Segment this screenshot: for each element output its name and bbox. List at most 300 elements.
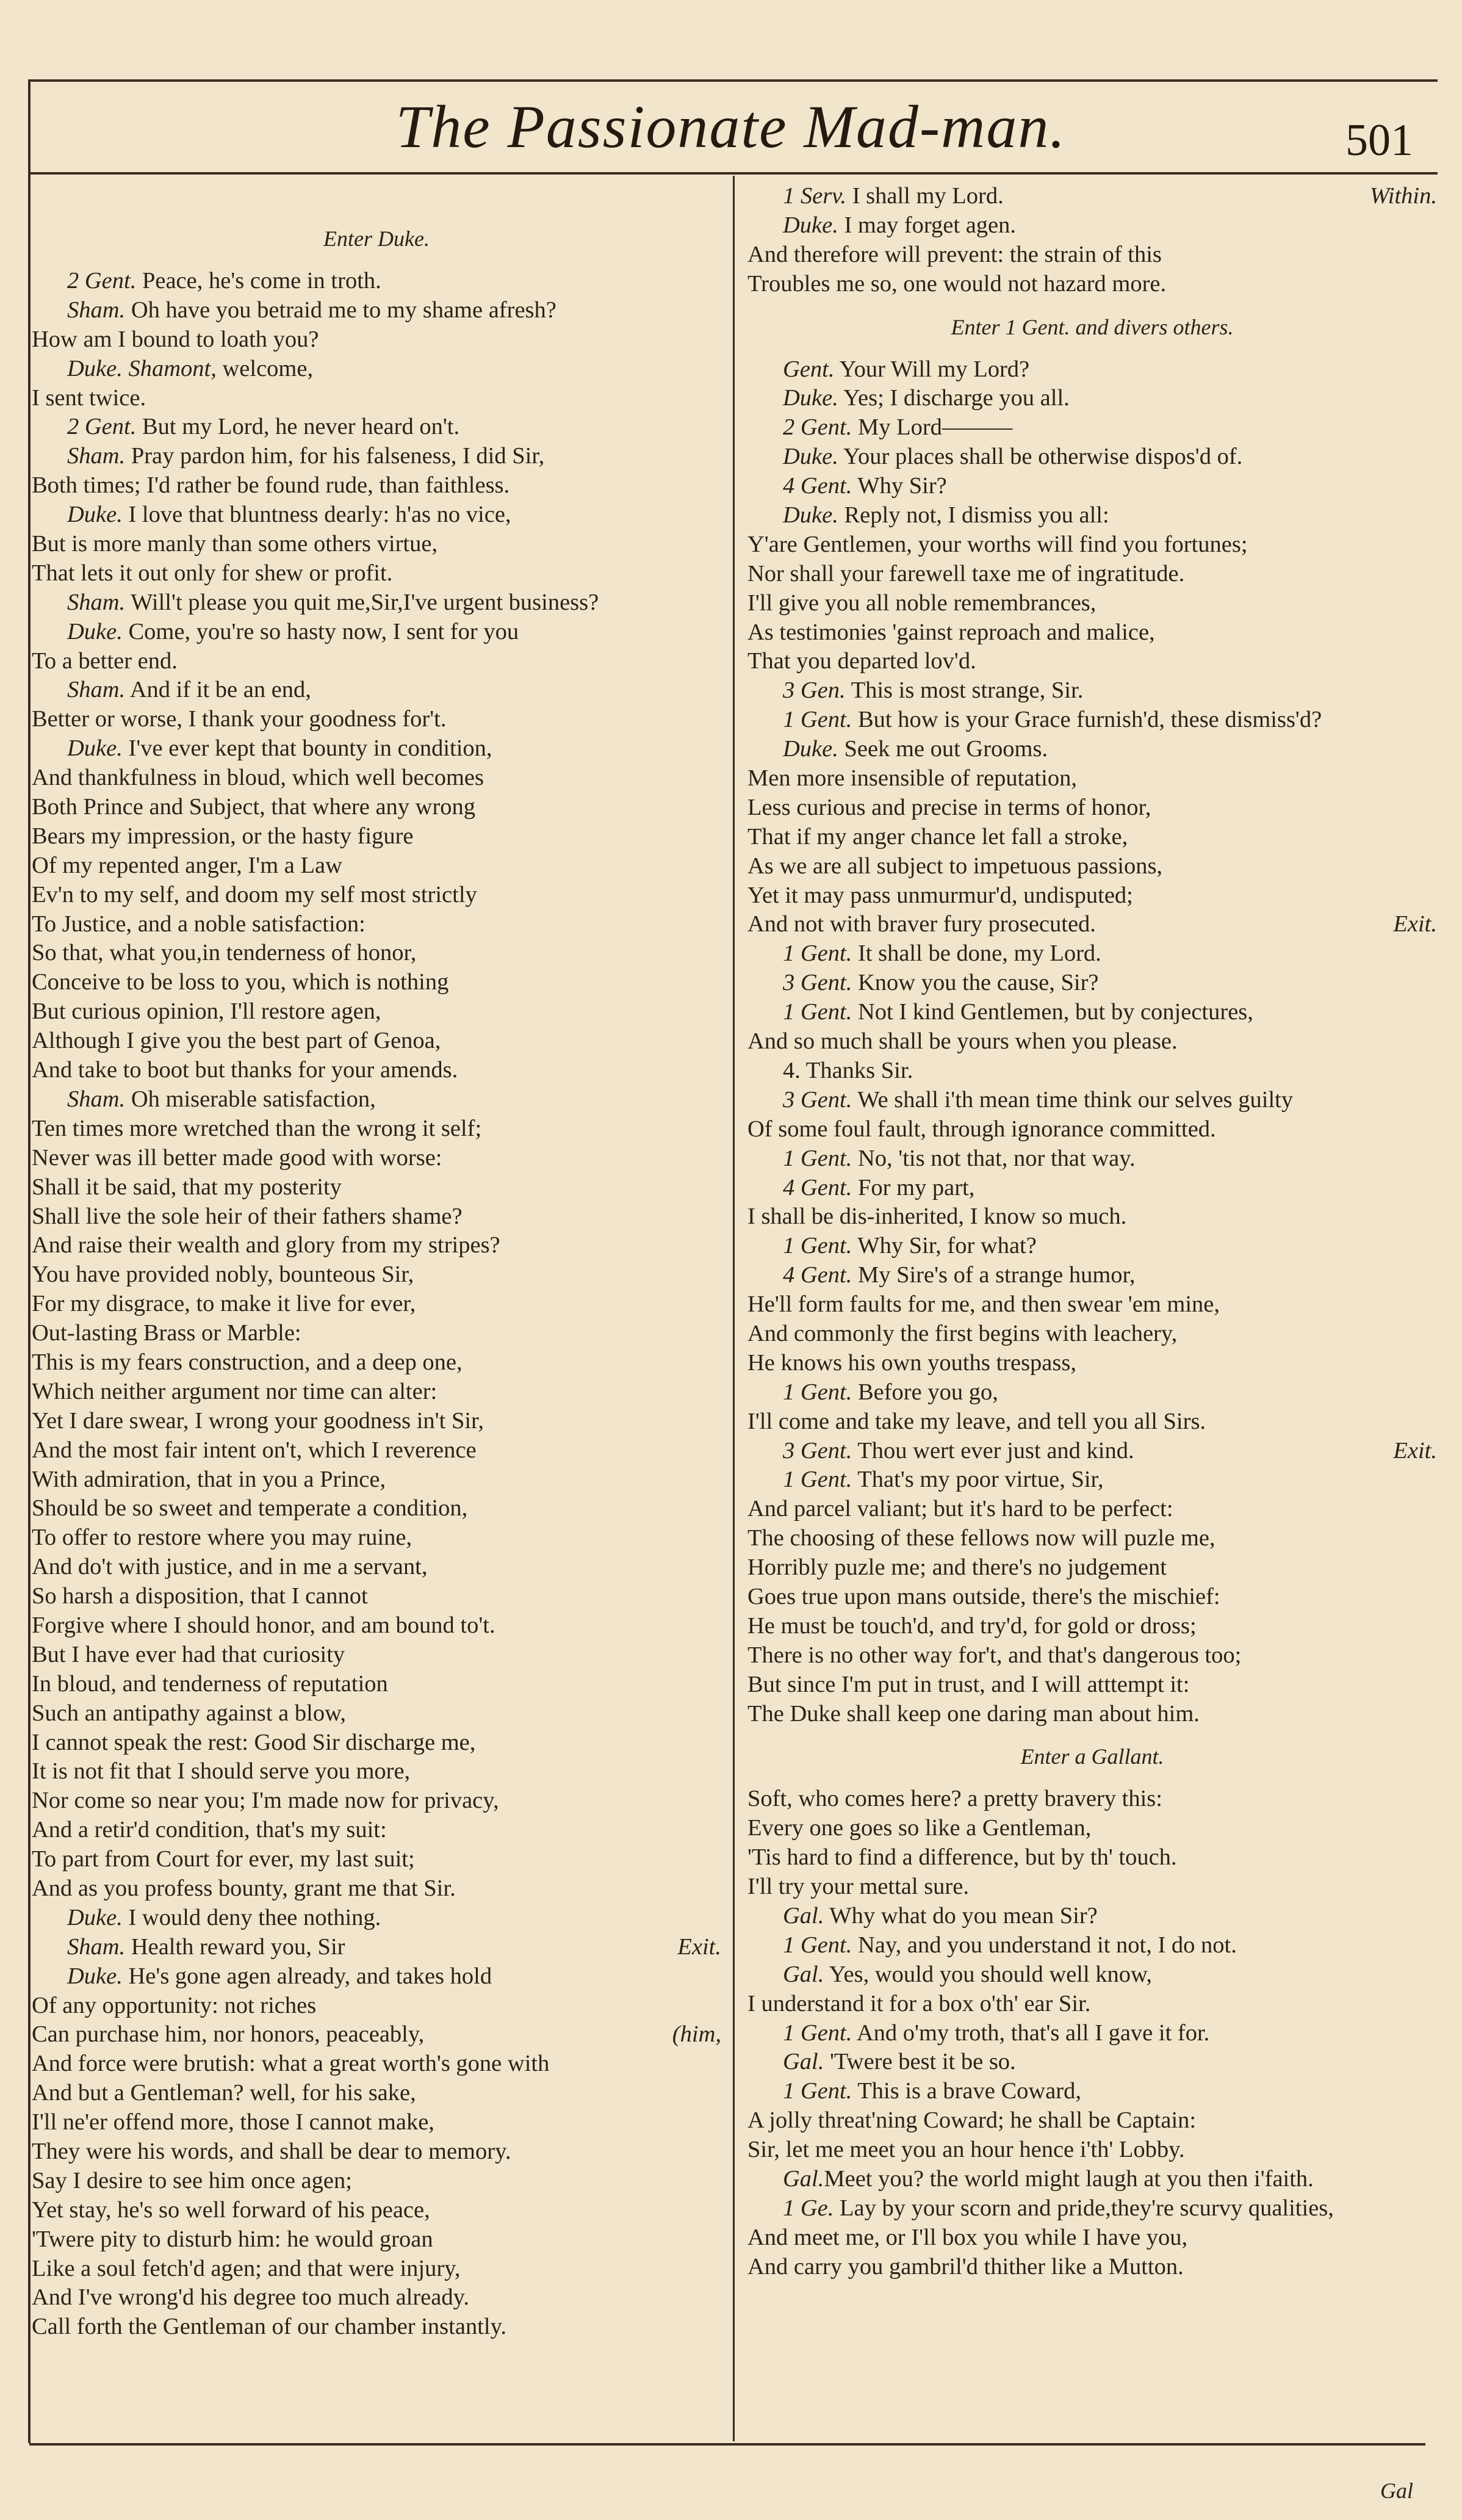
speaker-name: Duke. [783, 502, 838, 529]
left-column [32, 211, 721, 2342]
verse-line [32, 2255, 721, 2284]
line-text: I would deny thee nothing. [122, 1904, 381, 1930]
line-text: And meet me, or I'll box you while I have you, [747, 2224, 1188, 2250]
verse-line [747, 589, 1437, 618]
speaker-name: 1 Serv. [783, 183, 847, 209]
line-text: He's gone agen already, and takes hold [122, 1963, 492, 1989]
verse-line [32, 1786, 721, 1816]
verse-line [747, 1641, 1437, 1670]
verse-line [32, 1144, 721, 1173]
verse-line [747, 2253, 1437, 2282]
speaker-name: Sham. [67, 297, 126, 323]
verse-line [32, 618, 721, 647]
line-text: Sir, let me meet you an hour hence i'th' Lobby. [747, 2137, 1185, 2163]
speaker-name: 2 Gent. [783, 414, 852, 441]
speaker-name: 3 Gen. [783, 677, 846, 704]
line-text: And o'my troth, that's all I gave it for. [852, 2020, 1210, 2046]
speaker-name: Duke. [67, 1963, 123, 1989]
line-text: Bears my impression, or the hasty figure [32, 823, 414, 849]
side-direction: (him, [672, 2021, 721, 2048]
line-text: Ten times more wretched than the wrong it self; [32, 1115, 482, 1141]
line-text: And so much shall be yours when you please. [747, 1028, 1178, 1055]
speaker-name: 1 Gent. [783, 2020, 852, 2046]
verse-line [32, 2196, 721, 2225]
speaker-name: Gal. [783, 2166, 824, 2192]
verse-line [32, 325, 721, 355]
speaker-name: Sham. [67, 1933, 126, 1960]
verse-line [747, 998, 1437, 1027]
verse-line [32, 1699, 721, 1728]
line-text: My Lord——— [852, 414, 1013, 441]
line-text: And commonly the first begins with leachery, [747, 1320, 1178, 1346]
speaker-name: Duke. Shamont, [67, 355, 217, 381]
verse-line [747, 852, 1437, 881]
line-text: But my Lord, he never heard on't. [136, 414, 460, 440]
speaker-name: 4 Gent. [783, 1262, 852, 1288]
speaker-name: 4 Gent. [783, 473, 852, 499]
verse-line [747, 1553, 1437, 1583]
verse-line [747, 1931, 1437, 1960]
verse-line [32, 296, 721, 325]
verse-line [32, 1845, 721, 1874]
verse-line [32, 442, 721, 471]
verse-line [747, 1086, 1437, 1115]
verse-line [32, 1173, 721, 1202]
verse-line [747, 1232, 1437, 1261]
verse-line [32, 1202, 721, 1232]
speaker-name: 1 Gent. [783, 707, 852, 733]
verse-line [747, 2019, 1437, 2048]
line-text: Oh miserable satisfaction, [125, 1086, 376, 1112]
line-text: Oh have you betraid me to my shame afresh? [125, 297, 556, 323]
line-text: Your Will my Lord? [834, 356, 1030, 382]
speaker-name: 3 Gent. [783, 1437, 852, 1464]
line-text: There is no other way for't, and that's dangerous too; [747, 1642, 1242, 1668]
verse-line [747, 1843, 1437, 1872]
verse-line [32, 1874, 721, 1904]
line-text: 4. Thanks Sir. [783, 1057, 913, 1083]
line-text: Nor shall your farewell taxe me of ingratitude. [747, 560, 1185, 587]
verse-line [32, 2312, 721, 2342]
line-text: And but a Gentleman? well, for his sake, [32, 2080, 416, 2106]
verse-line [747, 1814, 1437, 1843]
speaker-name: Sham. [67, 589, 126, 615]
line-text: 'Tis hard to find a difference, but by th' touch. [747, 1844, 1177, 1871]
speaker-name: 1 Gent. [783, 1145, 852, 1171]
line-text: Yes; I discharge you all. [838, 385, 1070, 411]
verse-line [747, 1378, 1437, 1407]
line-text: I'll give you all noble remembrances, [747, 590, 1096, 616]
verse-line [32, 1816, 721, 1845]
verse-line [32, 968, 721, 997]
verse-line [32, 939, 721, 968]
line-text: Know you the cause, Sir? [852, 970, 1099, 996]
line-text: Pray pardon him, for his falseness, I did Sir, [125, 443, 545, 469]
verse-line [32, 647, 721, 676]
verse-line [32, 881, 721, 910]
verse-line [747, 764, 1437, 793]
verse-line [32, 1348, 721, 1377]
line-text: And parcel valiant; but it's hard to be perfect: [747, 1496, 1173, 1522]
verse-line [32, 2079, 721, 2108]
speaker-name: 1 Gent. [783, 940, 852, 967]
verse-line [747, 1174, 1437, 1203]
verse-line [32, 1290, 721, 1319]
line-text: They were his words, and shall be dear to memory. [32, 2139, 511, 2164]
line-text: For my disgrace, to make it live for ever, [32, 1291, 416, 1317]
speaker-name: 1 Gent. [783, 2078, 852, 2104]
line-text: And as you profess bounty, grant me that Sir. [32, 1875, 456, 1901]
line-text: Of my repented anger, I'm a Law [32, 852, 342, 878]
line-text: I'll try your mettal sure. [747, 1874, 969, 1900]
verse-line [32, 1991, 721, 2021]
line-text: Yet stay, he's so well forward of his peace, [32, 2197, 430, 2223]
verse-line [32, 2167, 721, 2196]
verse-line [32, 384, 721, 413]
verse-line [747, 1437, 1437, 1466]
line-text: Forgive where I should honor, and am bound to't. [32, 1612, 495, 1638]
line-text: I've ever kept that bounty in condition, [122, 735, 492, 762]
verse-line [32, 734, 721, 764]
speaker-name: 1 Ge. [783, 2195, 834, 2221]
line-text: Conceive to be loss to you, which is nothing [32, 969, 449, 995]
verse-line [32, 1523, 721, 1553]
line-text: Will't please you quit me,Sir,I've urgent business? [125, 589, 599, 615]
verse-line [747, 1902, 1437, 1931]
line-text: You have provided nobly, bounteous Sir, [32, 1262, 414, 1288]
line-text: Of some foul fault, through ignorance committed. [747, 1116, 1216, 1142]
verse-line [32, 2225, 721, 2255]
verse-line [32, 559, 721, 588]
line-text: But how is your Grace furnish'd, these dismiss'd? [852, 707, 1322, 733]
line-text: With admiration, that in you a Prince, [32, 1466, 386, 1492]
speaker-name: Gent. [783, 356, 835, 382]
verse-line [747, 501, 1437, 530]
speaker-name: Duke. [783, 736, 838, 762]
verse-line [32, 471, 721, 500]
verse-line [747, 881, 1437, 911]
line-text: I cannot speak the rest: Good Sir discharge me, [32, 1729, 476, 1755]
verse-line [32, 1582, 721, 1611]
line-text: It shall be done, my Lord. [852, 940, 1101, 967]
header-rule [29, 172, 1438, 175]
line-text: Such an antipathy against a blow, [32, 1700, 346, 1726]
line-text: He'll form faults for me, and then swear 'em mine, [747, 1291, 1220, 1318]
line-text: Peace, he's come in troth. [136, 268, 381, 294]
speaker-name: Duke. [67, 618, 123, 644]
verse-line [32, 355, 721, 384]
verse-line [747, 211, 1437, 240]
line-text: Men more insensible of reputation, [747, 765, 1077, 792]
verse-line [747, 793, 1437, 823]
speaker-name: Duke. [783, 212, 838, 238]
line-text: In bloud, and tenderness of reputation [32, 1670, 388, 1697]
verse-line [32, 1436, 721, 1465]
line-text: Both Prince and Subject, that where any wrong [32, 794, 476, 820]
verse-line [747, 1290, 1437, 1320]
stage-direction: Enter a Gallant. [1020, 1744, 1164, 1769]
verse-line [747, 676, 1437, 706]
verse-line [747, 1583, 1437, 1612]
verse-line [32, 2020, 721, 2049]
bottom-rule [29, 2443, 1425, 2446]
line-text: Goes true upon mans outside, there's the mischief: [747, 1583, 1220, 1609]
speaker-name: Duke. [783, 444, 838, 470]
speaker-name: 1 Gent. [783, 999, 852, 1025]
line-text: And the most fair intent on't, which I reverence [32, 1437, 477, 1463]
verse-line [747, 1115, 1437, 1144]
line-text: Why Sir, for what? [852, 1233, 1037, 1259]
line-text: Reply not, I dismiss you all: [838, 502, 1109, 529]
line-text: And not with braver fury prosecuted. [747, 911, 1096, 937]
verse-line [747, 2165, 1437, 2194]
line-text: Say I desire to see him once agen; [32, 2167, 352, 2193]
line-text: I'll ne'er offend more, those I cannot make, [32, 2109, 434, 2136]
line-text: And take to boot but thanks for your amends. [32, 1057, 458, 1083]
speaker-name: 4 Gent. [783, 1174, 852, 1200]
line-text: Shall live the sole heir of their fathers shame? [32, 1203, 463, 1229]
verse-line [32, 1553, 721, 1582]
verse-line [32, 1494, 721, 1523]
line-text: Which neither argument nor time can alter: [32, 1378, 438, 1404]
verse-line [32, 413, 721, 442]
line-text: My Sire's of a strange humor, [852, 1262, 1136, 1288]
verse-line [747, 1056, 1437, 1086]
verse-line [32, 1114, 721, 1144]
line-text: Call forth the Gentleman of our chamber instantly. [32, 2314, 506, 2340]
line-text: Health reward you, Sir [125, 1933, 345, 1960]
verse-line [747, 1144, 1437, 1174]
line-text: Horribly puzle me; and there's no judgement [747, 1554, 1167, 1581]
line-text: Less curious and precise in terms of honor, [747, 794, 1151, 820]
verse-line [32, 676, 721, 705]
line-text: Y'are Gentlemen, your worths will find you fortunes; [747, 531, 1248, 557]
verse-line [32, 267, 721, 296]
line-text: And a retir'd condition, that's my suit: [32, 1817, 387, 1843]
line-text: I'll come and take my leave, and tell you all Sirs. [747, 1408, 1206, 1434]
speaker-name: 1 Gent. [783, 1932, 852, 1958]
verse-line [32, 1260, 721, 1290]
line-text: welcome, [216, 355, 314, 381]
line-text: A jolly threat'ning Coward; he shall be Captain: [747, 2107, 1197, 2134]
line-text: It is not fit that I should serve you more, [32, 1758, 411, 1785]
verse-line [747, 1700, 1437, 1729]
line-text: For my part, [852, 1174, 975, 1200]
verse-line [747, 472, 1437, 501]
verse-line [32, 2283, 721, 2312]
line-text: And do't with justice, and in me a servant, [32, 1554, 428, 1580]
line-text: Before you go, [852, 1379, 998, 1405]
verse-line [747, 1465, 1437, 1495]
line-text: And raise their wealth and glory from my stripes? [32, 1232, 500, 1258]
line-text: I may forget agen. [838, 212, 1016, 238]
speaker-name: 1 Gent. [783, 1467, 852, 1493]
line-text: But curious opinion, I'll restore agen, [32, 998, 381, 1025]
verse-line [32, 1670, 721, 1699]
line-text: But is more manly than some others virtue, [32, 531, 438, 557]
line-text: Your places shall be otherwise dispos'd of. [838, 444, 1243, 470]
verse-line [32, 530, 721, 559]
line-text: But I have ever had that curiosity [32, 1641, 345, 1667]
line-text: And therefore will prevent: the strain of this [747, 241, 1162, 267]
speaker-name: Duke. [67, 1904, 123, 1930]
line-text: That if my anger chance let fall a stroke, [747, 823, 1128, 850]
verse-line [747, 735, 1437, 764]
verse-line [747, 1872, 1437, 1902]
line-text: And I've wrong'd his degree too much already. [32, 2284, 469, 2311]
line-text: Although I give you the best part of Genoa, [32, 1028, 441, 1054]
verse-line [32, 822, 721, 851]
verse-line [32, 1319, 721, 1348]
speaker-name: 2 Gent. [67, 268, 137, 294]
verse-line [747, 530, 1437, 560]
line-text: I understand it for a box o'th' ear Sir. [747, 1990, 1091, 2016]
line-text: This is a brave Coward, [852, 2078, 1082, 2104]
right-column [747, 182, 1437, 2282]
line-text: Yes, would you should well know, [824, 1961, 1152, 1987]
line-text: Lay by your scorn and pride,they're scurvy qualities, [834, 2195, 1334, 2221]
verse-line [747, 1407, 1437, 1437]
verse-line [32, 1056, 721, 1085]
verse-line [32, 2049, 721, 2079]
line-text: The Duke shall keep one daring man about him. [747, 1700, 1200, 1727]
verse-line [747, 1612, 1437, 1641]
verse-line [32, 1904, 721, 1933]
verse-line [32, 1085, 721, 1114]
speaker-name: Gal. [783, 1902, 824, 1929]
line-text: I sent twice. [32, 384, 146, 411]
verse-line [32, 2137, 721, 2167]
verse-line [747, 384, 1437, 413]
line-text: I love that bluntness dearly: h'as no vice, [122, 502, 511, 528]
line-text: So that, what you,in tenderness of honor, [32, 940, 417, 966]
verse-line [32, 1231, 721, 1260]
verse-line [747, 2194, 1437, 2223]
speaker-name: Duke. [67, 502, 123, 528]
verse-line [32, 997, 721, 1027]
verse-line [747, 1320, 1437, 1349]
verse-line [32, 910, 721, 939]
line-text: 'Twere pity to disturb him: he would groan [32, 2226, 433, 2252]
verse-line [747, 1670, 1437, 1700]
line-text: Not I kind Gentlemen, but by conjectures, [852, 999, 1253, 1025]
speaker-name: 3 Gent. [783, 1086, 852, 1113]
line-text: We shall i'th mean time think our selves guilty [852, 1086, 1294, 1113]
verse-line [747, 706, 1437, 735]
verse-line [32, 851, 721, 881]
line-text: Shall it be said, that my posterity [32, 1174, 342, 1200]
verse-line [747, 1349, 1437, 1378]
verse-line [747, 442, 1437, 472]
verse-line [747, 647, 1437, 676]
speaker-name: Duke. [67, 735, 123, 762]
speaker-name: Gal. [783, 2049, 824, 2075]
verse-line [747, 618, 1437, 648]
top-rule [29, 79, 1438, 82]
line-text: He must be touch'd, and try'd, for gold or dross; [747, 1612, 1197, 1639]
speaker-name: Duke. [783, 385, 838, 411]
line-text: Every one goes so like a Gentleman, [747, 1815, 1092, 1841]
verse-line [32, 1027, 721, 1056]
speaker-name: 3 Gent. [783, 970, 852, 996]
line-text: That you departed lov'd. [747, 648, 976, 674]
line-text: That lets it out only for shew or profit. [32, 560, 393, 586]
line-text: Why Sir? [852, 473, 947, 499]
line-text: Both times; I'd rather be found rude, than faithless. [32, 472, 510, 499]
line-text: No, 'tis not that, nor that way. [852, 1145, 1136, 1171]
verse-line [747, 2136, 1437, 2165]
verse-line [32, 1933, 721, 1962]
line-text: And carry you gambril'd thither like a Mutton. [747, 2253, 1184, 2280]
verse-line [747, 969, 1437, 998]
line-text: 'Twere best it be so. [824, 2049, 1016, 2075]
verse-line [747, 560, 1437, 589]
speaker-name: 1 Gent. [783, 1233, 852, 1259]
verse-line [747, 910, 1437, 939]
page-number: 501 [1345, 115, 1413, 165]
side-direction: Exit. [1393, 1437, 1437, 1464]
side-direction: Exit. [1393, 911, 1437, 937]
side-direction: Exit. [677, 1933, 721, 1960]
verse-line [747, 823, 1437, 852]
left-rule [28, 79, 31, 2443]
line-text: Why what do you mean Sir? [824, 1902, 1098, 1929]
line-text: Yet I dare swear, I wrong your goodness in't Sir, [32, 1407, 484, 1434]
verse-line [747, 270, 1437, 299]
verse-line [747, 182, 1437, 211]
verse-line [747, 240, 1437, 270]
speaker-name: 1 Gent. [783, 1379, 852, 1405]
line-text: The choosing of these fellows now will puzle me, [747, 1525, 1215, 1551]
speaker-name: Sham. [67, 1086, 126, 1112]
verse-line [32, 1465, 721, 1495]
verse-line [747, 1202, 1437, 1232]
line-text: He knows his own youths trespass, [747, 1349, 1076, 1376]
line-text: Never was ill better made good with worse: [32, 1144, 442, 1171]
line-text: Come, you're so hasty now, I sent for you [122, 618, 519, 644]
line-text: And thankfulness in bloud, which well becomes [32, 765, 484, 791]
line-text: Yet it may pass unmurmur'd, undisputed; [747, 882, 1133, 908]
line-text: So harsh a disposition, that I cannot [32, 1583, 368, 1609]
verse-line [747, 1495, 1437, 1524]
verse-line [32, 500, 721, 530]
speaker-name: Sham. [67, 677, 126, 703]
line-text: Like a soul fetch'd agen; and that were injury, [32, 2255, 461, 2281]
line-text: Seek me out Grooms. [838, 736, 1048, 762]
verse-line [747, 1960, 1437, 1990]
verse-line [747, 2106, 1437, 2136]
line-text: Troubles me so, one would not hazard more. [747, 270, 1167, 297]
verse-line [747, 413, 1437, 442]
verse-line [32, 1757, 721, 1786]
verse-line [32, 764, 721, 793]
speaker-name: Sham. [67, 443, 126, 469]
line-text: And if it be an end, [125, 677, 311, 703]
line-text: That's my poor virtue, Sir, [852, 1467, 1104, 1493]
line-text: Of any opportunity: not riches [32, 1992, 317, 2018]
line-text: Meet you? the world might laugh at you then i'faith. [824, 2166, 1314, 2192]
verse-line [32, 1728, 721, 1758]
stage-direction: Enter 1 Gent. and divers others. [951, 314, 1234, 339]
verse-line [747, 1785, 1437, 1814]
catchword: Gal [1380, 2478, 1413, 2503]
line-text: Can purchase him, nor honors, peaceably, [32, 2021, 425, 2048]
verse-line [32, 705, 721, 734]
verse-line [32, 1641, 721, 1670]
line-text: And force were brutish: what a great worth's gone with [32, 2051, 550, 2077]
line-text: To part from Court for ever, my last suit; [32, 1846, 415, 1872]
line-text: To offer to restore where you may ruine, [32, 1525, 412, 1551]
